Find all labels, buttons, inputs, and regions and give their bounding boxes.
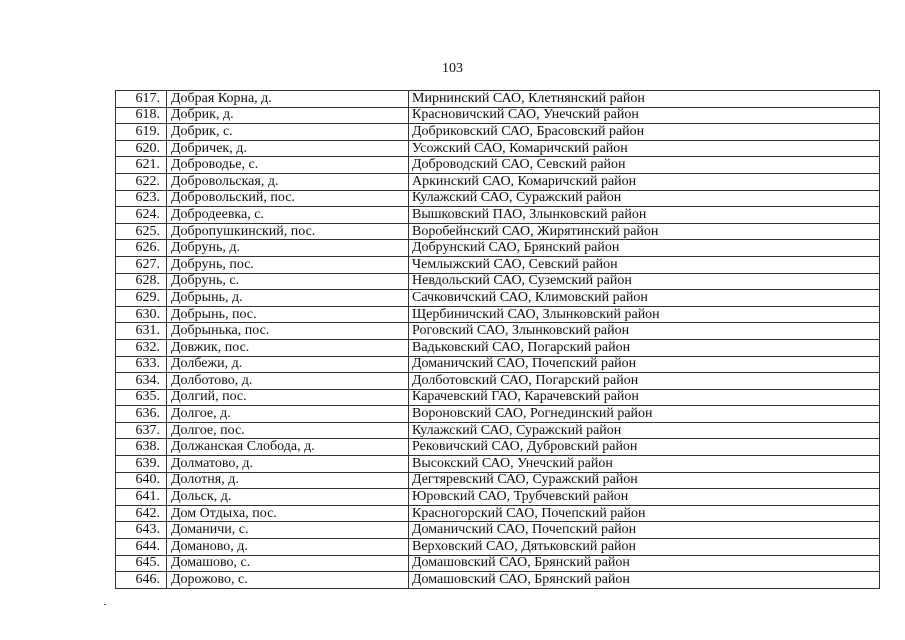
table-row xyxy=(116,323,880,340)
settlement-name-cell: Долотня, д. xyxy=(167,472,409,489)
table-row xyxy=(116,207,880,224)
table-row xyxy=(116,456,880,473)
settlement-name-cell: Добровольская, д. xyxy=(167,173,409,190)
row-number-cell: 620. xyxy=(116,140,167,157)
district-cell: Невдольский САО, Суземский район xyxy=(409,273,880,290)
table-row xyxy=(116,91,880,108)
table-row xyxy=(116,107,880,124)
settlement-name-cell: Доманичи, с. xyxy=(167,522,409,539)
district-cell: Сачковичский САО, Климовский район xyxy=(409,290,880,307)
table-row xyxy=(116,190,880,207)
district-cell: Добрунский САО, Брянский район xyxy=(409,240,880,257)
settlement-name-cell: Добрынь, пос. xyxy=(167,306,409,323)
district-cell: Высокский САО, Унечский район xyxy=(409,456,880,473)
row-number-cell: 646. xyxy=(116,572,167,589)
settlement-name-cell: Добрунь, с. xyxy=(167,273,409,290)
settlement-name-cell: Долгий, пос. xyxy=(167,389,409,406)
row-number-cell: 619. xyxy=(116,124,167,141)
settlement-name-cell: Дольск, д. xyxy=(167,489,409,506)
district-cell: Усожский САО, Комаричский район xyxy=(409,140,880,157)
district-cell: Кулажский САО, Суражский район xyxy=(409,422,880,439)
settlement-name-cell: Дом Отдыха, пос. xyxy=(167,505,409,522)
table-row xyxy=(116,373,880,390)
row-number-cell: 617. xyxy=(116,91,167,108)
district-cell: Мирнинский САО, Клетнянский район xyxy=(409,91,880,108)
district-cell: Добриковский САО, Брасовский район xyxy=(409,124,880,141)
row-number-cell: 628. xyxy=(116,273,167,290)
district-cell: Чемлыжский САО, Севский район xyxy=(409,256,880,273)
table-row xyxy=(116,339,880,356)
row-number-cell: 641. xyxy=(116,489,167,506)
settlement-name-cell: Долбежи, д. xyxy=(167,356,409,373)
row-number-cell: 625. xyxy=(116,223,167,240)
settlement-table xyxy=(115,90,880,589)
table-row xyxy=(116,406,880,423)
settlement-name-cell: Долматово, д. xyxy=(167,456,409,473)
table-row xyxy=(116,522,880,539)
table-row xyxy=(116,422,880,439)
settlement-name-cell: Доманово, д. xyxy=(167,539,409,556)
row-number-cell: 633. xyxy=(116,356,167,373)
settlement-name-cell: Добрая Корна, д. xyxy=(167,91,409,108)
row-number-cell: 637. xyxy=(116,422,167,439)
row-number-cell: 640. xyxy=(116,472,167,489)
district-cell: Роговский САО, Злынковский район xyxy=(409,323,880,340)
table-row xyxy=(116,439,880,456)
district-cell: Долботовский САО, Погарский район xyxy=(409,373,880,390)
row-number-cell: 623. xyxy=(116,190,167,207)
district-cell: Доманичский САО, Почепский район xyxy=(409,356,880,373)
row-number-cell: 631. xyxy=(116,323,167,340)
table-row xyxy=(116,555,880,572)
table-row xyxy=(116,306,880,323)
row-number-cell: 645. xyxy=(116,555,167,572)
row-number-cell: 621. xyxy=(116,157,167,174)
district-cell: Вадьковский САО, Погарский район xyxy=(409,339,880,356)
row-number-cell: 624. xyxy=(116,207,167,224)
settlement-name-cell: Добродеевка, с. xyxy=(167,207,409,224)
table-row xyxy=(116,539,880,556)
row-number-cell: 630. xyxy=(116,306,167,323)
row-number-cell: 632. xyxy=(116,339,167,356)
district-cell: Верховский САО, Дятьковский район xyxy=(409,539,880,556)
table-row xyxy=(116,572,880,589)
table-row xyxy=(116,290,880,307)
table-body xyxy=(116,91,880,589)
settlement-name-cell: Добрынь, д. xyxy=(167,290,409,307)
district-cell: Доманичский САО, Почепский район xyxy=(409,522,880,539)
settlement-name-cell: Долгое, пос. xyxy=(167,422,409,439)
table-row xyxy=(116,505,880,522)
district-cell: Домашовский САО, Брянский район xyxy=(409,572,880,589)
district-cell: Рековичский САО, Дубровский район xyxy=(409,439,880,456)
settlement-name-cell: Добрынька, пос. xyxy=(167,323,409,340)
row-number-cell: 629. xyxy=(116,290,167,307)
table-row xyxy=(116,223,880,240)
row-number-cell: 618. xyxy=(116,107,167,124)
district-cell: Вышковский ПАО, Злынковский район xyxy=(409,207,880,224)
district-cell: Щербиничский САО, Злынковский район xyxy=(409,306,880,323)
district-cell: Красногорский САО, Почепский район xyxy=(409,505,880,522)
row-number-cell: 622. xyxy=(116,173,167,190)
row-number-cell: 634. xyxy=(116,373,167,390)
settlement-name-cell: Добрунь, д. xyxy=(167,240,409,257)
settlement-name-cell: Домашово, с. xyxy=(167,555,409,572)
table-row xyxy=(116,356,880,373)
table-row xyxy=(116,389,880,406)
row-number-cell: 642. xyxy=(116,505,167,522)
district-cell: Карачевский ГАО, Карачевский район xyxy=(409,389,880,406)
district-cell: Доброводский САО, Севский район xyxy=(409,157,880,174)
scan-mark xyxy=(104,604,106,605)
district-cell: Вороновский САО, Рогнединский район xyxy=(409,406,880,423)
settlement-name-cell: Добропушкинский, пос. xyxy=(167,223,409,240)
row-number-cell: 638. xyxy=(116,439,167,456)
settlement-name-cell: Довжик, пос. xyxy=(167,339,409,356)
page-number: 103 xyxy=(442,61,463,76)
district-cell: Аркинский САО, Комаричский район xyxy=(409,173,880,190)
district-cell: Красновичский САО, Унечский район xyxy=(409,107,880,124)
settlement-name-cell: Долгое, д. xyxy=(167,406,409,423)
settlement-name-cell: Дорожово, с. xyxy=(167,572,409,589)
settlement-name-cell: Долботово, д. xyxy=(167,373,409,390)
row-number-cell: 627. xyxy=(116,256,167,273)
row-number-cell: 639. xyxy=(116,456,167,473)
settlement-name-cell: Добровольский, пос. xyxy=(167,190,409,207)
settlement-name-cell: Доброводье, с. xyxy=(167,157,409,174)
table-row xyxy=(116,124,880,141)
table-row xyxy=(116,489,880,506)
row-number-cell: 643. xyxy=(116,522,167,539)
table-row xyxy=(116,472,880,489)
district-cell: Кулажский САО, Суражский район xyxy=(409,190,880,207)
table-row xyxy=(116,140,880,157)
row-number-cell: 644. xyxy=(116,539,167,556)
settlement-name-cell: Добрик, с. xyxy=(167,124,409,141)
settlement-name-cell: Добрунь, пос. xyxy=(167,256,409,273)
district-cell: Воробейнский САО, Жирятинский район xyxy=(409,223,880,240)
table-row xyxy=(116,173,880,190)
row-number-cell: 636. xyxy=(116,406,167,423)
district-cell: Дегтяревский САО, Суражский район xyxy=(409,472,880,489)
district-cell: Юровский САО, Трубчевский район xyxy=(409,489,880,506)
settlement-name-cell: Добричек, д. xyxy=(167,140,409,157)
district-cell: Домашовский САО, Брянский район xyxy=(409,555,880,572)
table-row xyxy=(116,240,880,257)
settlement-name-cell: Должанская Слобода, д. xyxy=(167,439,409,456)
table-row xyxy=(116,273,880,290)
table-row xyxy=(116,256,880,273)
table-row xyxy=(116,157,880,174)
settlement-name-cell: Добрик, д. xyxy=(167,107,409,124)
row-number-cell: 626. xyxy=(116,240,167,257)
row-number-cell: 635. xyxy=(116,389,167,406)
